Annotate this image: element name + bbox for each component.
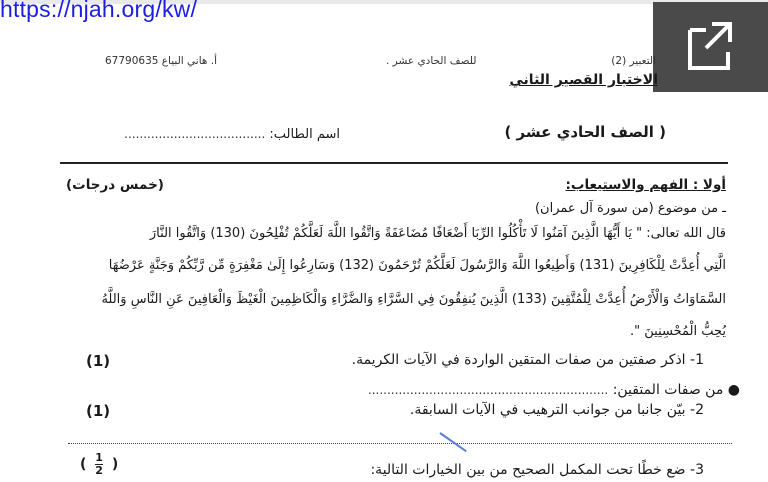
question-2: 2- بيّن جانبا من جوانب الترهيب في الآيات السابقة. [409, 402, 704, 418]
fraction-numerator: 1 [95, 451, 103, 464]
paren-open: ( [80, 456, 87, 473]
student-name-label: اسم الطالب: [269, 127, 340, 142]
open-external-button[interactable] [653, 2, 768, 92]
divider [60, 162, 728, 164]
section-marks: (خمس درجات) [66, 177, 164, 193]
fraction-denominator: 2 [95, 464, 103, 477]
answer-field[interactable]: ............................................................... [367, 383, 609, 397]
passage-line: يُحِبُّ الْمُحْسِنِينَ ". [630, 324, 726, 339]
fraction [95, 452, 103, 477]
passage-line: الَّتِي أُعِدَّتْ لِلْكَافِرِينَ (131) وَأَطِيعُوا اللَّهَ وَالرَّسُولَ لَعَلَّكُمْ تُرْحَمُونَ (132) وَسَارِعُوا إِلَىٰ مَغْفِرَةٍ مِّن رَّبِّكُمْ وَجَنَّةٍ عَرْضُهَا [108, 258, 726, 273]
bullet-icon: ● [727, 382, 740, 398]
test-label: التعبير (2) [611, 55, 656, 67]
passage-line: السَّمَاوَاتُ وَالْأَرْضُ أُعِدَّتْ لِلْمُتَّقِينَ (133) الَّذِينَ يُنفِقُونَ فِي السَّرَّاءِ وَالضَّرَّاءِ وَالْكَاظِمِينَ الْغَيْظَ وَالْعَافِينَ عَنِ النَّاسِ وَاللَّهُ [101, 292, 726, 307]
section-title: أولا : الفهم والاستيعاب: [565, 177, 726, 193]
class-small-label: للصف الحادي عشر . [386, 55, 477, 67]
question-3: 3- ضع خطًا تحت المكمل الصحيح من بين الخيارات التالية: [370, 462, 704, 478]
student-name-row [80, 127, 340, 142]
grade-label: ( الصف الحادي عشر ) [504, 123, 666, 141]
teacher-info: أ. هاني البياع 67790635 [105, 55, 218, 67]
paren-close: ) [111, 456, 119, 473]
page-title: الاختبار القصير الثاني [509, 72, 658, 88]
question-1-mark: (1) [86, 352, 111, 370]
question-1: 1- اذكر صفتين من صفات المتقين الواردة في الآيات الكريمة. [351, 352, 704, 368]
student-name-field[interactable]: ..................................... [124, 127, 266, 141]
answer-label: من صفات المتقين: [612, 382, 724, 398]
passage-topic: ـ من موضوع (من سورة آل عمران) [534, 201, 726, 216]
question-3-mark [80, 452, 118, 477]
answer-line[interactable] [68, 443, 732, 444]
source-url[interactable]: https://njah.org/kw/ [0, 0, 198, 22]
passage-line: قال الله تعالى: " يَا أَيُّهَا الَّذِينَ آمَنُوا لَا تَأْكُلُوا الرِّبَا أَضْعَافًا مُضَاعَفَةً وَاتَّقُوا اللَّهَ لَعَلَّكُمْ تُفْلِحُونَ (130) وَاتَّقُوا النَّارَ [149, 226, 726, 241]
open-external-icon [686, 20, 734, 72]
question-2-mark: (1) [86, 402, 111, 420]
answer-row [368, 382, 740, 398]
